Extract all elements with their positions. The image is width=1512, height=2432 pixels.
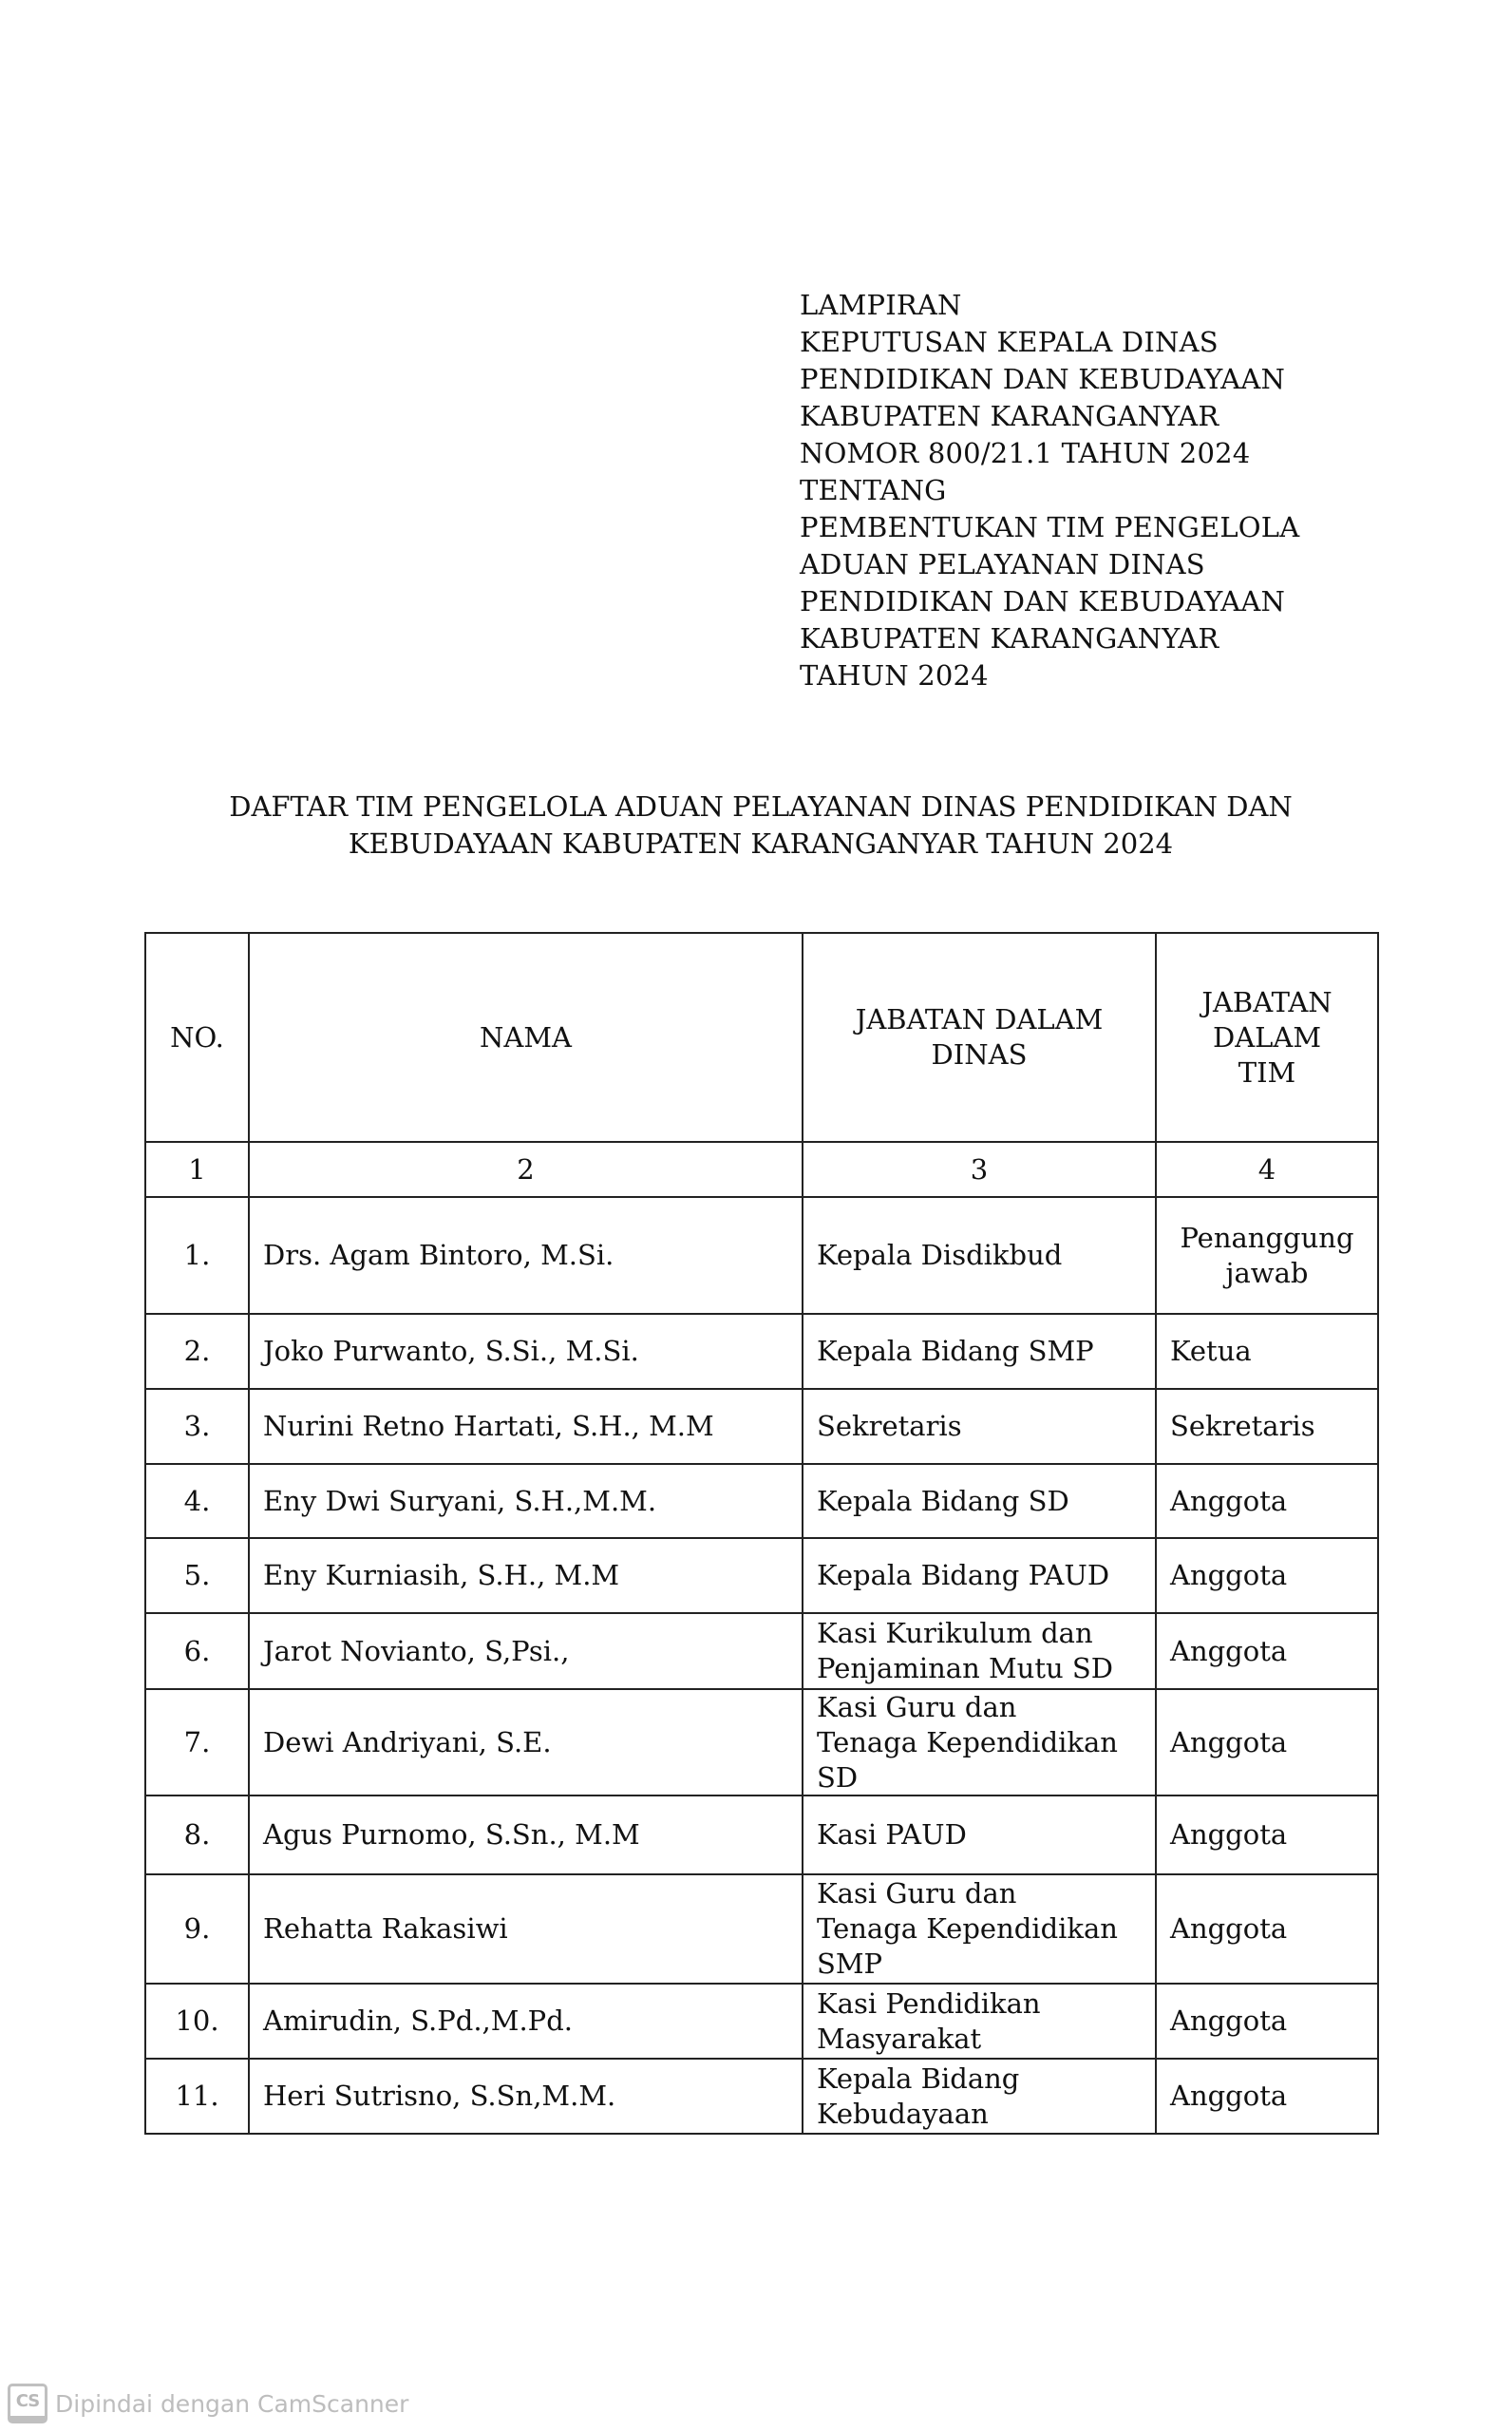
row-number — [144, 1196, 248, 1313]
row-number-text: 3. — [183, 1410, 211, 1442]
attachment-header-line: LAMPIRAN — [800, 289, 962, 321]
row-jabatan-dinas — [802, 1612, 1155, 1688]
row-jabatan-dinas — [802, 1688, 1155, 1795]
row-jabatan-tim-text: Anggota — [1170, 1818, 1288, 1851]
row-jabatan-tim — [1155, 1388, 1377, 1463]
row-jabatan-tim-text: Anggota — [1170, 1559, 1288, 1591]
row-jabatan-tim-text: Anggota — [1170, 1484, 1288, 1517]
row-jabatan-tim — [1155, 2058, 1377, 2133]
document-title — [144, 788, 1377, 863]
row-jabatan-dinas-text: SD — [817, 1760, 859, 1794]
row-jabatan-dinas-text: Kasi PAUD — [817, 1818, 967, 1851]
attachment-header-line: KEPUTUSAN KEPALA DINAS — [800, 326, 1219, 358]
row-jabatan-dinas — [802, 1795, 1155, 1873]
camscanner-watermark — [8, 2384, 408, 2423]
header-no-text: NO. — [170, 1020, 224, 1054]
row-jabatan-dinas — [802, 1873, 1155, 1983]
row-jabatan-tim-text: Anggota — [1170, 2004, 1288, 2037]
row-nama-text: Eny Dwi Suryani, S.H.,M.M. — [263, 1484, 657, 1517]
row-nama-text: Agus Purnomo, S.Sn., M.M — [263, 1818, 640, 1851]
attachment-header — [800, 287, 1299, 694]
row-jabatan-tim — [1155, 1463, 1377, 1537]
row-nama — [248, 1983, 802, 2058]
row-jabatan-tim — [1155, 1688, 1377, 1795]
row-number-text: 5. — [183, 1559, 211, 1591]
row-jabatan-tim — [1155, 1537, 1377, 1612]
column-number-2 — [248, 1141, 802, 1196]
row-number — [144, 1795, 248, 1873]
header-jabatan-dinas-text: DINAS — [931, 1038, 1028, 1071]
row-nama — [248, 1463, 802, 1537]
attachment-header-line: PEMBENTUKAN TIM PENGELOLA — [800, 511, 1300, 543]
row-number — [144, 1983, 248, 2058]
column-number-4 — [1155, 1141, 1377, 1196]
row-nama — [248, 1313, 802, 1388]
column-number-3-text: 3 — [970, 1152, 989, 1186]
attachment-header-line: KABUPATEN KARANGANYAR — [800, 622, 1219, 655]
row-jabatan-dinas — [802, 1537, 1155, 1612]
row-number-text: 6. — [183, 1634, 211, 1667]
row-number-text: 4. — [183, 1484, 211, 1517]
row-number-text: 8. — [183, 1818, 211, 1851]
row-number-text: 9. — [183, 1912, 211, 1945]
row-jabatan-dinas-text: Kasi Guru dan — [817, 1877, 1017, 1910]
row-jabatan-tim-text: Anggota — [1170, 1912, 1288, 1945]
row-jabatan-tim — [1155, 1196, 1377, 1313]
row-jabatan-tim — [1155, 1795, 1377, 1873]
row-jabatan-dinas-text: Kasi Kurikulum dan — [817, 1617, 1093, 1649]
row-jabatan-tim-text: Sekretaris — [1170, 1410, 1315, 1442]
row-jabatan-tim — [1155, 1873, 1377, 1983]
row-jabatan-dinas — [802, 1388, 1155, 1463]
header-jabatan-dinas — [802, 932, 1155, 1141]
row-nama — [248, 1795, 802, 1873]
row-jabatan-dinas — [802, 1196, 1155, 1313]
row-nama-text: Heri Sutrisno, S.Sn,M.M. — [263, 2080, 616, 2112]
row-number — [144, 1388, 248, 1463]
attachment-header-line: TAHUN 2024 — [800, 659, 989, 692]
row-jabatan-dinas — [802, 1463, 1155, 1537]
row-number-text: 11. — [175, 2080, 219, 2112]
row-jabatan-tim-text: Anggota — [1170, 1725, 1288, 1758]
row-jabatan-tim-text: Anggota — [1170, 1634, 1288, 1667]
row-nama — [248, 1196, 802, 1313]
row-number-text: 1. — [183, 1239, 211, 1271]
row-jabatan-dinas-text: Kasi Pendidikan — [817, 1986, 1041, 2020]
row-jabatan-dinas-text: Tenaga Kependidikan — [817, 1725, 1118, 1758]
row-nama — [248, 1612, 802, 1688]
attachment-header-line: PENDIDIKAN DAN KEBUDAYAAN — [800, 363, 1286, 395]
column-number-1 — [144, 1141, 248, 1196]
row-nama — [248, 1688, 802, 1795]
row-jabatan-dinas-text: SMP — [817, 1948, 883, 1980]
row-nama — [248, 1537, 802, 1612]
row-jabatan-tim — [1155, 1313, 1377, 1388]
row-nama — [248, 1388, 802, 1463]
column-number-3 — [802, 1141, 1155, 1196]
row-jabatan-tim-text: Penanggung — [1180, 1221, 1354, 1254]
row-number-text: 7. — [183, 1725, 211, 1758]
row-jabatan-dinas-text: Kepala Bidang PAUD — [817, 1559, 1110, 1591]
row-jabatan-dinas-text: Kepala Disdikbud — [817, 1239, 1063, 1271]
column-number-1-text: 1 — [188, 1152, 206, 1186]
header-jabatan-tim-text: JABATAN — [1201, 985, 1332, 1018]
row-jabatan-dinas-text: Kasi Guru dan — [817, 1690, 1017, 1723]
row-jabatan-tim-text: jawab — [1225, 1256, 1309, 1289]
row-jabatan-tim — [1155, 1983, 1377, 2058]
row-jabatan-dinas-text: Penjaminan Mutu SD — [817, 1652, 1114, 1684]
attachment-header-line: NOMOR 800/21.1 TAHUN 2024 — [800, 437, 1251, 469]
row-jabatan-dinas-text: Tenaga Kependidikan — [817, 1912, 1118, 1945]
header-jabatan-tim — [1155, 932, 1377, 1141]
row-nama-text: Rehatta Rakasiwi — [263, 1912, 508, 1945]
row-jabatan-dinas-text: Sekretaris — [817, 1410, 962, 1442]
attachment-header-line: KABUPATEN KARANGANYAR — [800, 400, 1219, 432]
attachment-header-line: ADUAN PELAYANAN DINAS — [800, 548, 1205, 580]
row-jabatan-dinas-text: Kepala Bidang SD — [817, 1484, 1069, 1517]
row-nama-text: Amirudin, S.Pd.,M.Pd. — [263, 2004, 573, 2037]
row-jabatan-dinas — [802, 2058, 1155, 2133]
row-jabatan-dinas — [802, 1313, 1155, 1388]
row-number — [144, 1688, 248, 1795]
row-number-text: 2. — [183, 1335, 211, 1367]
document-title-line-2: KEBUDAYAAN KABUPATEN KARANGANYAR TAHUN 2024 — [348, 827, 1174, 860]
camscanner-logo-icon: CS — [8, 2384, 47, 2423]
table-border-bottom — [144, 2133, 1379, 2135]
row-number — [144, 1313, 248, 1388]
row-nama-text: Dewi Andriyani, S.E. — [263, 1725, 552, 1758]
row-number-text: 10. — [175, 2004, 219, 2037]
row-jabatan-tim-text: Anggota — [1170, 2080, 1288, 2112]
row-nama — [248, 1873, 802, 1983]
header-jabatan-tim-text: DALAM — [1212, 1020, 1322, 1054]
row-jabatan-dinas-text: Kepala Bidang SMP — [817, 1335, 1094, 1367]
row-number — [144, 1873, 248, 1983]
attachment-header-line: PENDIDIKAN DAN KEBUDAYAAN — [800, 585, 1286, 618]
row-jabatan-tim — [1155, 1612, 1377, 1688]
row-nama-text: Joko Purwanto, S.Si., M.Si. — [263, 1335, 639, 1367]
row-number — [144, 1537, 248, 1612]
column-number-4-text: 4 — [1257, 1152, 1276, 1186]
header-nama — [248, 932, 802, 1141]
row-number — [144, 2058, 248, 2133]
header-jabatan-tim-text: TIM — [1238, 1055, 1296, 1089]
row-nama — [248, 2058, 802, 2133]
table-border-right — [1377, 932, 1379, 2135]
row-jabatan-dinas-text: Kebudayaan — [817, 2097, 989, 2130]
row-nama-text: Nurini Retno Hartati, S.H., M.M — [263, 1410, 714, 1442]
header-nama-text: NAMA — [480, 1020, 572, 1054]
header-no — [144, 932, 248, 1141]
watermark-text: Dipindai dengan CamScanner — [55, 2389, 409, 2418]
row-jabatan-dinas — [802, 1983, 1155, 2058]
row-number — [144, 1463, 248, 1537]
row-nama-text: Eny Kurniasih, S.H., M.M — [263, 1559, 620, 1591]
row-nama-text: Drs. Agam Bintoro, M.Si. — [263, 1239, 614, 1271]
header-jabatan-dinas-text: JABATAN DALAM — [855, 1003, 1104, 1036]
document-title-line-1: DAFTAR TIM PENGELOLA ADUAN PELAYANAN DINAS PENDIDIKAN DAN — [229, 790, 1293, 823]
attachment-header-line: TENTANG — [800, 474, 947, 506]
row-number — [144, 1612, 248, 1688]
column-number-2-text: 2 — [517, 1152, 535, 1186]
row-jabatan-dinas-text: Masyarakat — [817, 2022, 982, 2055]
row-jabatan-tim-text: Ketua — [1170, 1335, 1252, 1367]
row-nama-text: Jarot Novianto, S,Psi., — [263, 1634, 570, 1667]
row-jabatan-dinas-text: Kepala Bidang — [817, 2062, 1020, 2095]
